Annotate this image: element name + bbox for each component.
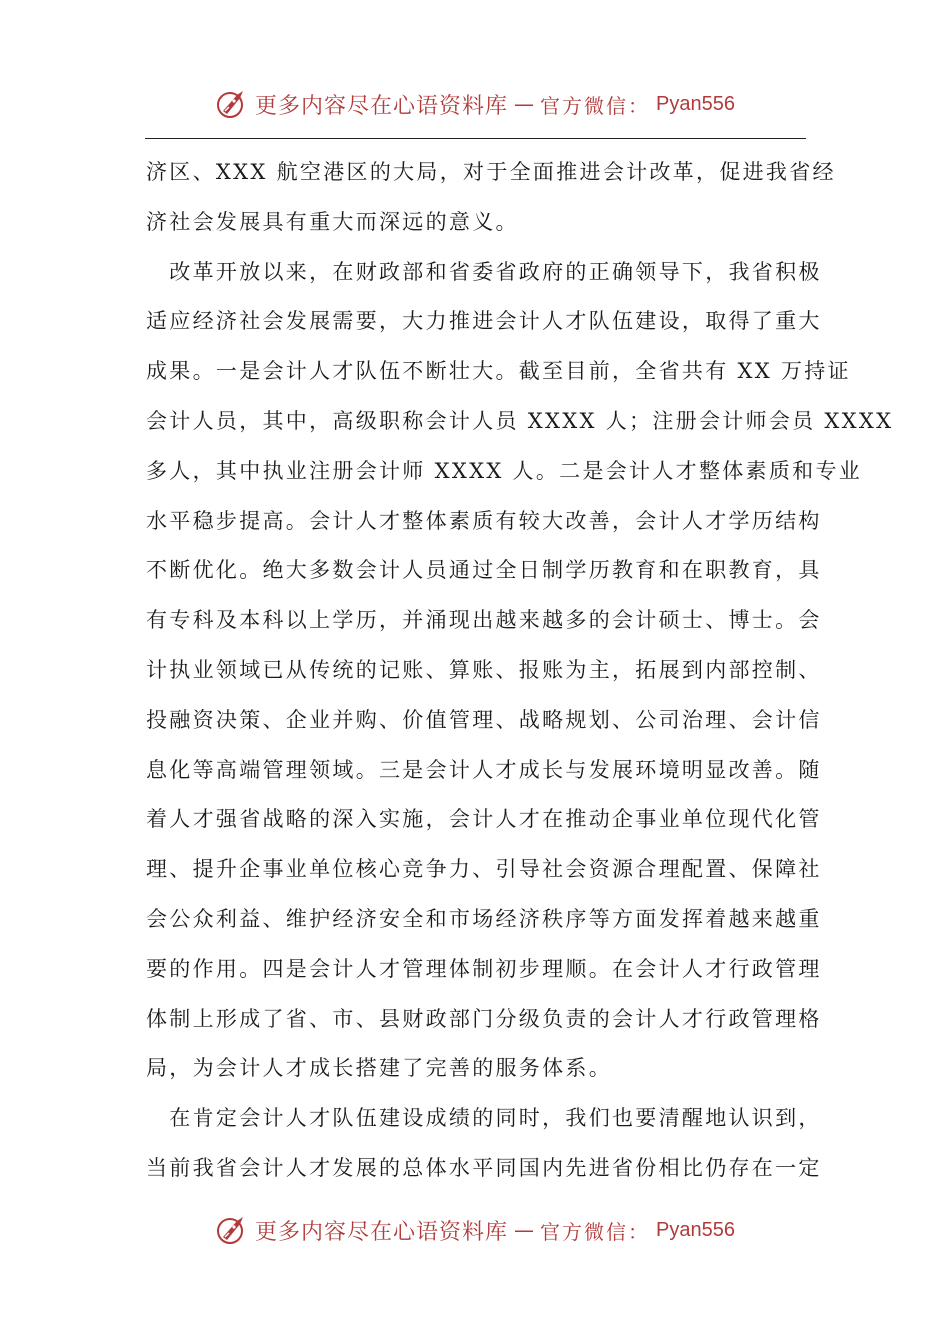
header-brand-text: 更多内容尽在心语资料库	[255, 93, 509, 119]
footer-wechat-label: 官方微信：	[540, 1219, 651, 1244]
text-line: 着人才强省战略的深入实施，会计人才在推动企事业单位现代化管	[146, 807, 822, 832]
pen-nib-logo-icon	[215, 1213, 249, 1247]
text-line: 体制上形成了省、市、县财政部门分级负责的会计人才行政管理格	[146, 1006, 822, 1031]
pen-nib-logo-icon	[215, 87, 249, 121]
text-line: 会公众利益、维护经济安全和市场经济秩序等方面发挥着越来越重	[146, 906, 822, 931]
document-body	[146, 152, 894, 1198]
text-line: 多人，其中执业注册会计师 XXXX 人。二是会计人才整体素质和专业	[146, 458, 863, 483]
text-line: 投融资决策、企业并购、价值管理、战略规划、公司治理、会计信	[146, 707, 822, 732]
header-banner	[0, 84, 950, 124]
text-line: 成果。一是会计人才队伍不断壮大。截至目前，全省共有 XX 万持证	[146, 359, 851, 384]
text-line: 要的作用。四是会计人才管理体制初步理顺。在会计人才行政管理	[146, 956, 822, 981]
text-line: 不断优化。绝大多数会计人员通过全日制学历教育和在职教育，具	[146, 558, 822, 583]
header-separator: —	[514, 92, 535, 116]
text-line: 有专科及本科以上学历，并涌现出越来越多的会计硕士、博士。会	[146, 608, 822, 633]
text-line: 理、提升企事业单位核心竞争力、引导社会资源合理配置、保障社	[146, 857, 822, 882]
footer-brand-text: 更多内容尽在心语资料库	[255, 1219, 509, 1245]
text-line: 适应经济社会发展需要，大力推进会计人才队伍建设，取得了重大	[146, 309, 822, 334]
footer-separator: —	[514, 1218, 535, 1242]
header-account: Pyan556	[656, 92, 735, 115]
text-line: 局，为会计人才成长搭建了完善的服务体系。	[146, 1056, 612, 1081]
text-line: 改革开放以来，在财政部和省委省政府的正确领导下，我省积极	[146, 259, 822, 284]
header-divider	[145, 138, 806, 139]
text-line: 济区、XXX 航空港区的大局，对于全面推进会计改革，促进我省经	[146, 160, 836, 184]
footer-banner	[0, 1210, 950, 1250]
text-line: 水平稳步提高。会计人才整体素质有较大改善，会计人才学历结构	[146, 508, 822, 533]
footer-account: Pyan556	[656, 1218, 735, 1241]
header-wechat-label: 官方微信：	[540, 93, 651, 118]
text-line: 济社会发展具有重大而深远的意义。	[146, 209, 519, 234]
text-line: 在肯定会计人才队伍建设成绩的同时，我们也要清醒地认识到，	[146, 1106, 822, 1131]
text-line: 息化等高端管理领域。三是会计人才成长与发展环境明显改善。随	[146, 757, 822, 782]
text-line: 当前我省会计人才发展的总体水平同国内先进省份相比仍存在一定	[146, 1155, 822, 1180]
text-line: 计执业领域已从传统的记账、算账、报账为主，拓展到内部控制、	[146, 657, 822, 682]
text-line: 会计人员，其中，高级职称会计人员 XXXX 人；注册会计师会员 XXXX	[146, 408, 894, 433]
